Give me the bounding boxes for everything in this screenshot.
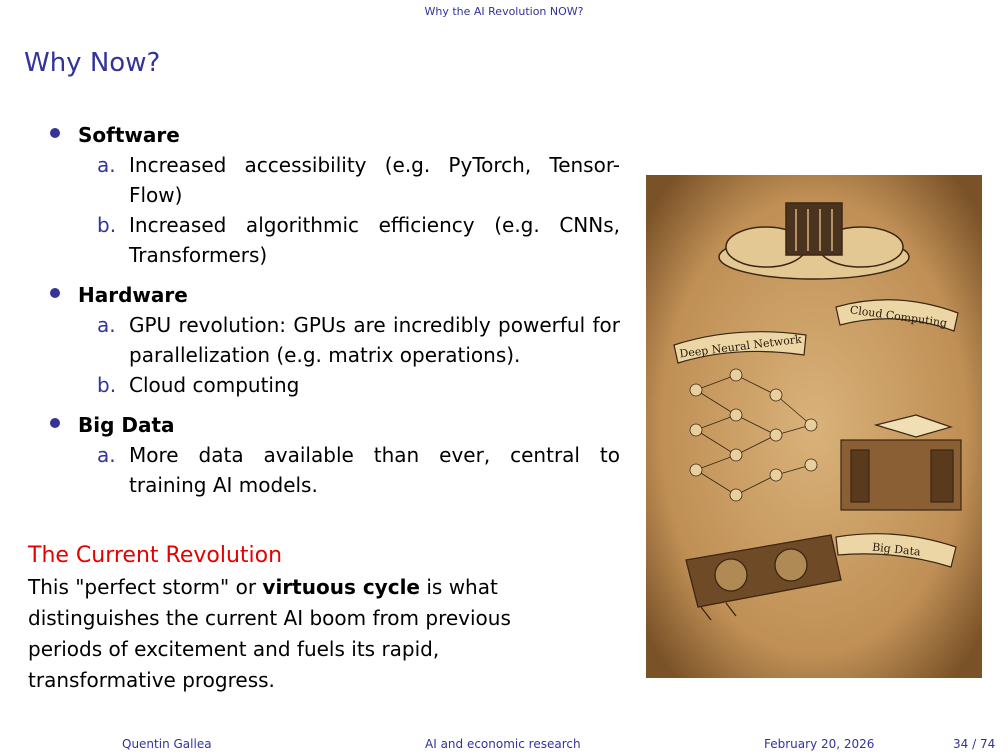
bullet-dot-icon — [50, 128, 60, 138]
sub-list — [97, 150, 620, 270]
bullet-label: Hardware — [78, 283, 188, 307]
footer-date: February 20, 2026 — [764, 737, 875, 751]
bullet-label: Big Data — [78, 413, 175, 437]
footer-author: Quentin Gallea — [122, 737, 212, 751]
bullet-dot-icon — [50, 418, 60, 428]
sub-item — [97, 150, 620, 210]
sub-text: Cloud computing — [129, 373, 300, 397]
sub-marker: a. — [97, 443, 116, 467]
sub-text: Increased accessibility (e.g. PyTorch, Tensor-Flow) — [129, 153, 620, 207]
footer-title: AI and economic research — [425, 737, 581, 751]
block-body-text: is what distinguishes the current AI boom from previous periods of excitement and fuels its rapid, transformative progress. — [28, 575, 511, 692]
block-body — [28, 572, 588, 696]
bullet-dot-icon — [50, 288, 60, 298]
banner-label: Deep Neural Network — [678, 332, 803, 361]
sub-list — [97, 440, 620, 500]
bullet-big-data — [50, 410, 620, 500]
block-emphasis: virtuous cycle — [262, 575, 420, 599]
banner-label: Cloud Computing — [849, 303, 948, 330]
sub-item — [97, 440, 620, 500]
illustration — [646, 175, 982, 678]
bullet-label: Software — [78, 123, 180, 147]
slide-title: Why Now? — [24, 48, 161, 78]
sub-item — [97, 370, 620, 400]
sub-list — [97, 310, 620, 400]
block-body-text: This "perfect storm" or — [28, 575, 263, 599]
sub-text: Increased algorithmic efficiency (e.g. CNNs, Transformers) — [129, 213, 620, 267]
sub-marker: b. — [97, 373, 117, 397]
sub-text: More data available than ever, central to training AI models. — [129, 443, 620, 497]
footer-page-number: 34 / 74 — [953, 737, 996, 751]
bullet-hardware — [50, 280, 620, 400]
alert-block — [28, 540, 588, 696]
sub-marker: b. — [97, 213, 117, 237]
bullet-list — [50, 120, 620, 510]
sub-marker: a. — [97, 313, 116, 337]
sub-item — [97, 310, 620, 370]
bullet-software — [50, 120, 620, 270]
footer — [0, 737, 1008, 753]
section-title: Why the AI Revolution NOW? — [424, 5, 584, 18]
block-title: The Current Revolution — [28, 543, 283, 568]
sub-marker: a. — [97, 153, 116, 177]
sub-item — [97, 210, 620, 270]
sub-text: GPU revolution: GPUs are incredibly powerful for parallelization (e.g. matrix operations). — [129, 313, 620, 367]
banner-label: Big Data — [871, 540, 922, 559]
